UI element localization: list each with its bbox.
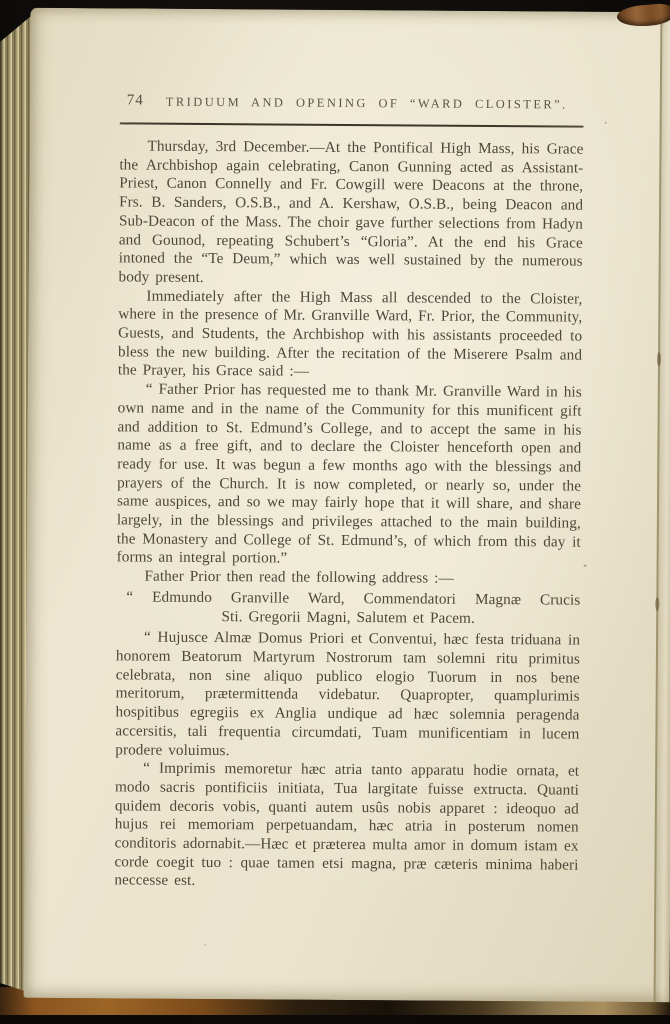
dust-speck <box>584 565 587 567</box>
paragraph-address-intro: Father Prior then read the following address :— <box>144 567 454 587</box>
page-fore-edge-crease <box>654 12 670 1002</box>
dust-speck <box>204 944 206 946</box>
printed-content <box>114 92 584 893</box>
paragraph-latin-address-1: “ Hujusce Almæ Domus Priori et Conventui, hæc festa triduana in honorem Beatorum Martyrum Nostrorum tam solemni ritu primitus celebrata, non sine aliquo publico elogio Tuorum in nos bene meritorum, prætermittenda videbatur. Quapropter, quamplurimis hospitibus egregiis ex Anglia undique ad hæc solemnia peragenda accersitis, tali frequentia circumdati, Tuam munificentiam in lucem prodere voluimus. <box>115 628 581 759</box>
page-header <box>120 92 584 113</box>
paragraph-blessing: Immediately after the High Mass all descended to the Cloister, where in the presence of Mr. Granville Ward, Fr. Prior, the Community, Guests, and Students, the Archbishop with his assistants proceeded to bless the new building. After the recitation of the Miserere Psalm and the Prayer, his Grace said :— <box>117 287 583 381</box>
book-page <box>24 8 670 1002</box>
paragraph-latin-address-2: “ Imprimis memoretur hæc atria tanto apparatu hodie ornata, et modo sacris pontificiis initiata, Tua largitate fuisse extructa. Quanti quidem decoris vobis, quanti autem usûs nobis apparet : ideoquo ad hujus rei memoriam perpetuandam, hæc atria in posterum nomen conditoris adornabit.—Hæc et præterea multa amor in domum istam ex corde coegit tuo : quae tamen etsi magna, præ cæteris minima haberi neccesse est. <box>114 759 580 890</box>
running-header: TRIDUUM AND OPENING OF “WARD CLOISTER”. <box>165 94 568 112</box>
address-salutation-line-2: Sti. Gregorii Magni, Salutem et Pacem. <box>221 607 475 627</box>
page-number: 74 <box>126 92 144 109</box>
paragraph-mass-account: Thursday, 3rd December.—At the Pontifical High Mass, his Grace the Archbishop again celebrating, Canon Gunning acted as Assistant-Priest, Canon Connelly and Fr. Cowgill were Deacons at the throne, Frs. B. Sanders, O.S.B., and A. Kershaw, O.S.B., being Deacon and Sub-Deacon of the Mass. The choir gave further selections from Hadyn and Gounod, repeating Schubert’s “Gloria”. At the end his Grace intoned the “Te Deum,” which was well sustained by the numerous body present. <box>118 137 584 286</box>
address-salutation-line-1: “ Edmundo Granville Ward, Commendatori Magnæ Crucis <box>126 588 581 609</box>
header-rule <box>120 122 584 127</box>
paragraph-archbishop-speech: “ Father Prior has requested me to thank Mr. Granville Ward in his own name and in the name of the Community for this munificent gift and addition to St. Edmund’s College, and to accept the same in his name as a free gift, and to declare the Cloister henceforth open and ready for use. It was begun a few months ago with the blessings and prayers of the Church. It is now completed, or nearly so, under the same auspices, and so we may fairly hope that it will share, and share largely, in the blessings and privileges attached to the main building, the Monastery and College of St. Edmund’s, of which from this day it forms an integral portion.” <box>116 380 582 568</box>
page-body <box>114 137 583 893</box>
dust-speck <box>605 122 607 124</box>
